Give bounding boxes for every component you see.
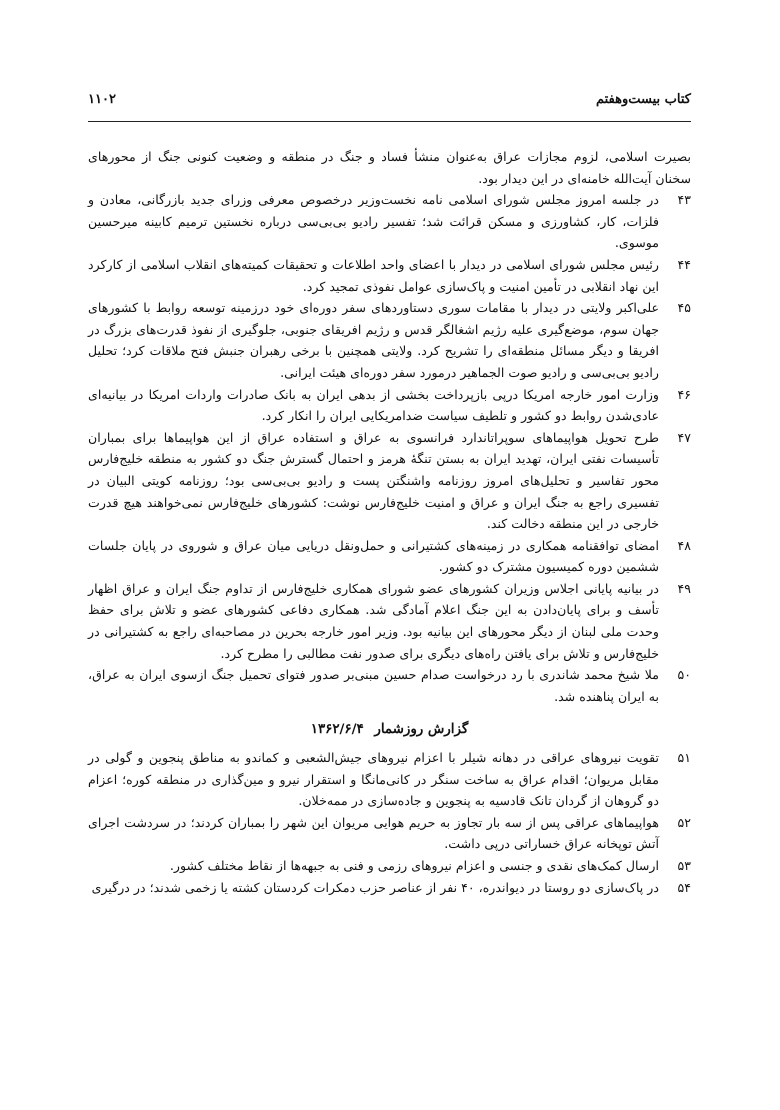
entry-text: هواپیماهای عراقی پس از سه بار تجاوز به حریم هوایی مریوان این شهر را بمباران کردند؛ در سردشت اجرای آتش توپخانه عراق خساراتی درپی داشت. xyxy=(88,814,659,852)
section-heading-date: ۱۳۶۲/۶/۴ xyxy=(310,721,364,738)
entry-number: ۴۴ xyxy=(677,256,691,272)
list-item xyxy=(88,747,691,812)
page-header xyxy=(88,92,691,114)
entry-number: ۴۳ xyxy=(677,192,691,208)
entry-number: ۵۲ xyxy=(677,814,691,830)
list-item xyxy=(88,384,691,427)
list-item xyxy=(88,812,691,855)
entry-number: ۴۸ xyxy=(677,537,691,553)
list-item xyxy=(88,877,691,899)
list-item xyxy=(88,427,691,535)
header-divider xyxy=(88,121,691,122)
entry-number: ۵۰ xyxy=(677,667,691,683)
list-item xyxy=(88,254,691,297)
entry-text: تقویت نیروهای عراقی در دهانه شیلر با اعزام نیروهای جیش‌الشعبی و کماندو به مناطق پنجوین و گولی در مقابل مریوان؛ اقدام عراق به ساخت سنگر در کانی‌مانگا و استقرار نیرو و مین‌گذاری در منطقه کوره؛ اعزام دو گروهان از گردان تانک قادسیه به پنجوین و جاده‌سازی در ممه‌خلان. xyxy=(88,750,659,809)
page-number: ۱۱۰۲ xyxy=(88,92,116,107)
entry-text: در بیانیه پایانی اجلاس وزیران کشورهای عضو شورای همکاری خلیج‌فارس از تداوم جنگ ایران و عراق اظهار تأسف و برای پایان‌دادن به این جنگ اعلام آمادگی شد. همکاری دفاعی کشورهای عضو و تلاش برای حفظ وحدت ملی لبنان از دیگر محورهای این بیانیه بود. وزیر امور خارجه بحرین در مصاحبه‌ای راجع به کشتیرانی در خلیج‌فارس و تلاش برای یافتن راه‌های دیگری برای صدور نفت مطالبی را مطرح کرد. xyxy=(88,580,659,661)
entry-number: ۴۹ xyxy=(677,580,691,596)
list-item xyxy=(88,297,691,383)
section-heading-label: گزارش روزشمار xyxy=(374,721,469,738)
entry-text: طرح تحویل هواپیماهای سوپراتاندارد فرانسوی به عراق و استفاده عراق از این هواپیماها برای بمباران تأسیسات نفتی ایران، تهدید ایران به بستن تنگهٔ هرمز و احتمال گسترش جنگ دو کشور به منطقه خلیج‌فارس محور تفاسیر و تحلیل‌های امروز روزنامه واشنگتن پست و رادیو بی‌بی‌سی بود؛ روزنامه کویتی البیان در تفسیری راجع به جنگ ایران و عراق و امنیت خلیج‌فارس نوشت: کشورهای خلیج‌فارس نمی‌خواهند هیچ قدرت خارجی در این منطقه دخالت کند. xyxy=(88,429,659,532)
entry-list-part2 xyxy=(88,747,691,898)
list-item xyxy=(88,855,691,877)
entry-text: ملا شیخ محمد شاندری با رد درخواست صدام حسین مبنی‌بر صدور فتوای تحمیل جنگ ازسوی ایران به عراق، به ایران پناهنده شد. xyxy=(88,667,659,704)
entry-number: ۴۶ xyxy=(677,386,691,402)
entry-number: ۵۱ xyxy=(677,750,691,766)
book-title: کتاب بیست‌وهفتم xyxy=(595,92,691,107)
entry-text: ارسال کمک‌های نقدی و جنسی و اعزام نیروهای رزمی و فنی به جبهه‌ها از نقاط مختلف کشور. xyxy=(169,858,659,873)
list-item xyxy=(88,535,691,578)
intro-paragraph: بصیرت اسلامی، لزوم مجازات عراق به‌عنوان منشأ فساد و جنگ در منطقه و وضعیت کنونی جنگ از محورهای سخنان آیت‌الله خامنه‌ای در این دیدار بود. xyxy=(88,149,691,186)
list-item xyxy=(88,189,691,254)
list-item xyxy=(88,664,691,707)
entry-number: ۵۳ xyxy=(677,858,691,873)
entry-text: در جلسه امروز مجلس شورای اسلامی نامه نخست‌وزیر درخصوص معرفی وزرای جدید بازرگانی، معادن و فلزات، کار، کشاورزی و مسکن قرائت شد؛ تفسیر رادیو بی‌بی‌سی درباره نخستین ترمیم کابینه میرحسین موسوی. xyxy=(88,192,659,251)
entry-text: در پاک‌سازی دو روستا در دیواندره، ۴۰ نفر از عناصر حزب دمکرات کردستان کشته یا زخمی شدند؛ در درگیری xyxy=(91,879,659,895)
entry-number: ۴۵ xyxy=(677,300,691,316)
entry-number: ۵۴ xyxy=(677,879,691,895)
entry-list-part1 xyxy=(88,189,691,707)
entry-number: ۴۷ xyxy=(677,429,691,445)
section-heading xyxy=(88,719,691,741)
entry-text: امضای توافقنامه همکاری در زمینه‌های کشتیرانی و حمل‌ونقل دریایی میان عراق و شوروی در پایان جلسات ششمین دوره کمیسیون مشترک دو کشور. xyxy=(88,537,659,575)
entry-text: رئیس مجلس شورای اسلامی در دیدار با اعضای واحد اطلاعات و تحقیقات کمیته‌های انقلاب اسلامی از کارکرد این نهاد انقلابی در تأمین امنیت و پاک‌سازی عوامل نفوذی تمجید کرد. xyxy=(88,256,659,294)
entry-text: وزارت امور خارجه امریکا درپی بازپرداخت بخشی از بدهی ایران به بانک صادرات واردات امریکا در بیانیه‌ای عادی‌شدن روابط دو کشور و تلطیف سیاست ضدامریکایی ایران را انکار کرد. xyxy=(88,386,659,424)
entry-text: علی‌اکبر ولایتی در دیدار با مقامات سوری دستاوردهای سفر دوره‌ای خود درزمینه توسعه روابط با کشورهای جهان سوم، موضع‌گیری علیه رژیم اشغالگر قدس و رژیم افریقای جنوبی، جلوگیری از نفوذ قدرت‌های بزرگ در افریقا و دیگر مسائل منطقه‌ای را تشریح کرد. ولایتی همچنین با برخی رهبران جنبش فتح ملاقات کرد؛ تحلیل رادیو بی‌بی‌سی و رادیو صوت الجماهیر درمورد سفر دوره‌ای هیئت ایرانی. xyxy=(88,300,659,380)
list-item xyxy=(88,578,691,664)
page-body xyxy=(88,146,691,898)
